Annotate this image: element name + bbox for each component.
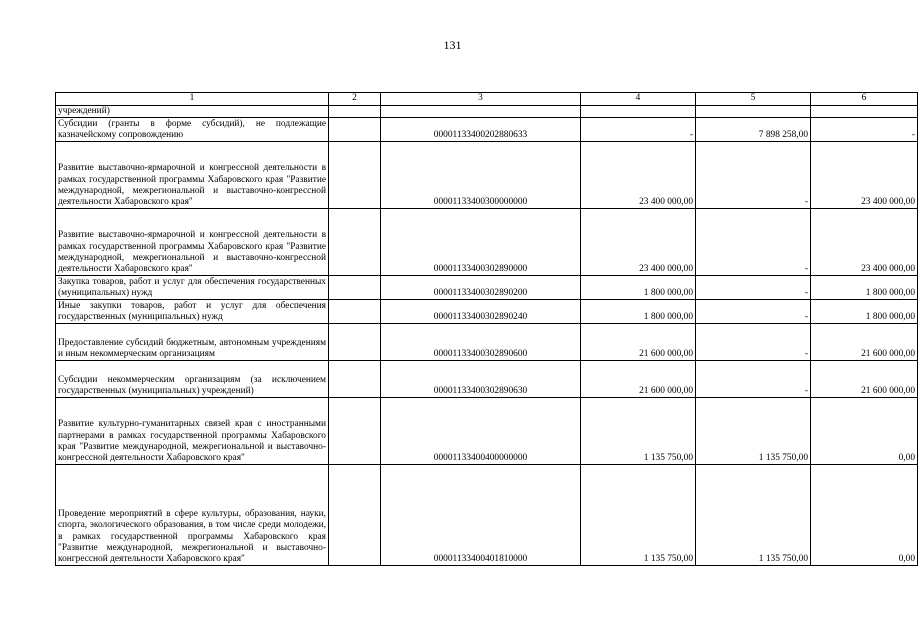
row-value-6: 21 600 000,00 (811, 324, 918, 361)
row-code: 00001133400302890600 (381, 324, 581, 361)
row-code: 00001133400302890200 (381, 276, 581, 300)
row-description: Иные закупки товаров, работ и услуг для обеспечения государственных (муниципальных) нужд (56, 300, 329, 324)
column-header-5: 5 (696, 93, 811, 106)
row-col2 (329, 300, 381, 324)
table-header-row (56, 93, 918, 106)
budget-table (55, 92, 918, 566)
row-code: 00001133400202880633 (381, 118, 581, 142)
column-header-4: 4 (581, 93, 696, 106)
table-row (56, 209, 918, 276)
row-code: 00001133400400000000 (381, 398, 581, 465)
page-number: 131 (443, 38, 462, 52)
table-row (56, 300, 918, 324)
row-value-5: - (696, 300, 811, 324)
table-row (56, 324, 918, 361)
column-header-1: 1 (56, 93, 329, 106)
row-value-6: 0,00 (811, 398, 918, 465)
row-value-5: 7 898 258,00 (696, 118, 811, 142)
row-code: 00001133400302890240 (381, 300, 581, 324)
table-row (56, 118, 918, 142)
row-value-6: 23 400 000,00 (811, 142, 918, 209)
row-value-4: 1 800 000,00 (581, 300, 696, 324)
column-header-3: 3 (381, 93, 581, 106)
row-description: учреждений) (56, 106, 329, 118)
row-col2 (329, 142, 381, 209)
table-row (56, 361, 918, 398)
row-description: Субсидии некоммерческим организациям (за исключением государственных (муниципальных) учреждений) (56, 361, 329, 398)
row-col2 (329, 209, 381, 276)
table-row (56, 465, 918, 566)
row-value-4: 21 600 000,00 (581, 361, 696, 398)
row-code (381, 106, 581, 118)
row-code: 00001133400401810000 (381, 465, 581, 566)
table-row (56, 106, 918, 118)
column-header-6: 6 (811, 93, 918, 106)
row-col2 (329, 324, 381, 361)
row-col2 (329, 276, 381, 300)
row-description: Закупка товаров, работ и услуг для обеспечения государственных (муниципальных) нужд (56, 276, 329, 300)
row-description: Развитие выставочно-ярмарочной и конгрессной деятельности в рамках государственной программы Хабаровского края "Развитие международной, межрегиональной и выставочно-конгрессной деятельности Хабаровского края" (56, 142, 329, 209)
row-value-6: 1 800 000,00 (811, 276, 918, 300)
row-value-4: 21 600 000,00 (581, 324, 696, 361)
row-value-4: - (581, 118, 696, 142)
row-code: 00001133400302890630 (381, 361, 581, 398)
row-value-5: - (696, 324, 811, 361)
row-value-4: 1 800 000,00 (581, 276, 696, 300)
row-value-5: 1 135 750,00 (696, 465, 811, 566)
row-col2 (329, 398, 381, 465)
row-value-5: - (696, 276, 811, 300)
row-value-6 (811, 106, 918, 118)
row-description: Проведение мероприятий в сфере культуры, образования, науки, спорта, экологического образования, в том числе среди молодежи, в рамках государственной программы Хабаровского края "Развитие международной, межрегиональной и выставочно-конгрессной деятельности Хабаровского края" (56, 465, 329, 566)
table-row (56, 398, 918, 465)
row-code: 00001133400300000000 (381, 142, 581, 209)
row-value-4 (581, 106, 696, 118)
table-row (56, 142, 918, 209)
row-value-6: 1 800 000,00 (811, 300, 918, 324)
row-col2 (329, 118, 381, 142)
row-col2 (329, 106, 381, 118)
row-value-5: - (696, 209, 811, 276)
row-description: Предоставление субсидий бюджетным, автономным учреждениям и иным некоммерческим организациям (56, 324, 329, 361)
row-value-5: - (696, 142, 811, 209)
row-code: 00001133400302890000 (381, 209, 581, 276)
row-value-6: - (811, 118, 918, 142)
column-header-2: 2 (329, 93, 381, 106)
row-value-5 (696, 106, 811, 118)
row-description: Развитие выставочно-ярмарочной и конгрессной деятельности в рамках государственной программы Хабаровского края "Развитие международной, межрегиональной и выставочно-конгрессной деятельности Хабаровского края" (56, 209, 329, 276)
row-value-6: 21 600 000,00 (811, 361, 918, 398)
row-value-4: 1 135 750,00 (581, 398, 696, 465)
table-row (56, 276, 918, 300)
row-col2 (329, 465, 381, 566)
row-value-4: 23 400 000,00 (581, 209, 696, 276)
row-value-4: 23 400 000,00 (581, 142, 696, 209)
row-value-6: 0,00 (811, 465, 918, 566)
row-description: Субсидии (гранты в форме субсидий), не подлежащие казначейскому сопровождению (56, 118, 329, 142)
row-col2 (329, 361, 381, 398)
row-value-4: 1 135 750,00 (581, 465, 696, 566)
row-value-5: - (696, 361, 811, 398)
row-value-5: 1 135 750,00 (696, 398, 811, 465)
row-description: Развитие культурно-гуманитарных связей края с иностранными партнерами в рамках государственной программы Хабаровского края "Развитие международной, межрегиональной и выставочно-конгрессной деятельности Хабаровского края" (56, 398, 329, 465)
row-value-6: 23 400 000,00 (811, 209, 918, 276)
